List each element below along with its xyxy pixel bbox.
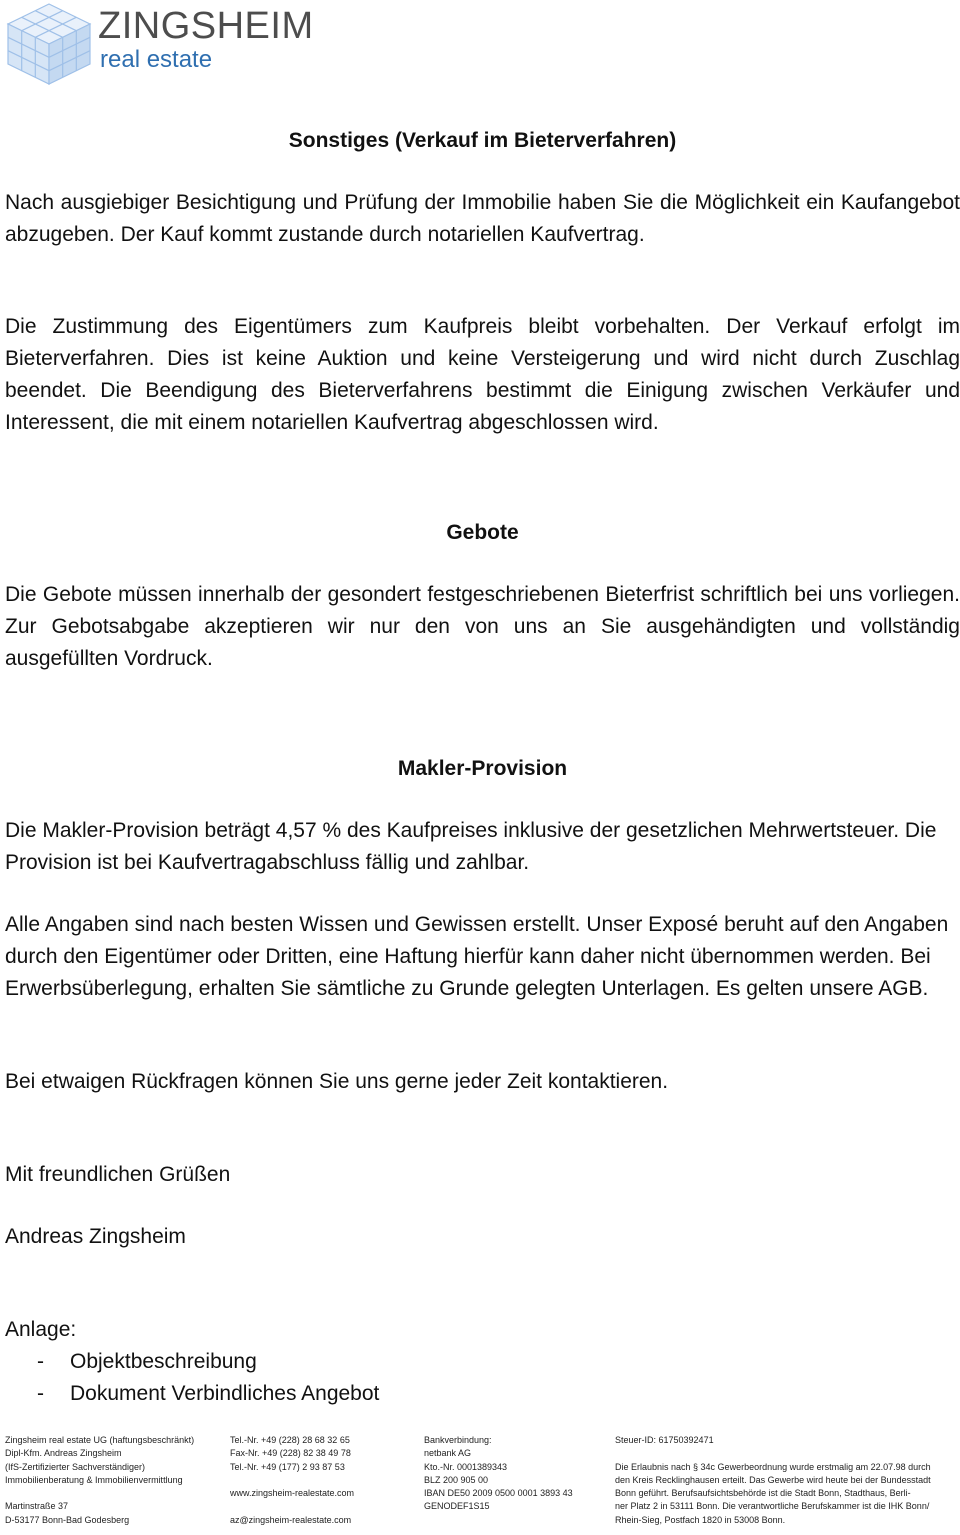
footer-line [615,1447,960,1460]
footer-contact-column [230,1434,420,1527]
attachments-label: Anlage: [5,1318,77,1341]
footer-line: Rhein-Sieg, Postfach 1820 in 53008 Bonn. [615,1514,786,1525]
footer-line: GENODEF1S15 [424,1501,490,1512]
footer-line: Immobilienberatung & Immobilienvermittlung [5,1474,183,1485]
footer-line: Dipl-Kfm. Andreas Zingsheim [5,1448,122,1459]
footer-line: Kto.-Nr. 0001389343 [424,1461,508,1472]
signature-name: Andreas Zingsheim [5,1225,186,1248]
footer-line[interactable]: az@zingsheim-realestate.com [230,1514,352,1525]
paragraph-provision: Die Makler-Provision beträgt 4,57 % des Kaufpreises inklusive der gesetzlichen Mehrwertsteuer. Die Provision ist bei Kaufvertragabschluss fällig und zahlbar. [5,819,937,874]
document-body [5,125,960,1410]
section-title-provision: Makler-Provision [397,757,568,780]
logo-company-name: ZINGSHEIM [98,5,314,47]
attachments-list [5,1346,960,1410]
footer-line: Tel.-Nr. +49 (177) 2 93 87 53 [230,1461,345,1472]
footer-line: Die Erlaubnis nach § 34c Gewerbeordnung wurde erstmalig am 22.07.98 durch [615,1461,931,1472]
footer-line: netbank AG [424,1448,472,1459]
list-item: - Dokument Verbindliches Angebot [37,1382,380,1405]
paragraph-kaufangebot: Nach ausgiebiger Besichtigung und Prüfung der Immobilie haben Sie die Möglichkeit ein Kaufangebot abzugeben. Der Kauf kommt zustande durch notariellen Kaufvertrag. [5,191,960,246]
footer-line: Steuer-ID: 61750392471 [615,1435,714,1445]
footer-line [5,1487,225,1500]
footer-line: Fax-Nr. +49 (228) 82 38 49 78 [230,1448,351,1459]
footer-company-column [5,1434,225,1527]
footer-line: ner Platz 2 in 53111 Bonn. Die verantwortliche Berufskammer ist die IHK Bonn/ [615,1501,930,1512]
footer-line: BLZ 200 905 00 [424,1474,489,1485]
paragraph-rueckfragen: Bei etwaigen Rückfragen können Sie uns gerne jeder Zeit kontaktieren. [5,1070,669,1093]
footer-line [230,1500,420,1513]
section-title-sonstiges: Sonstiges (Verkauf im Bieterverfahren) [288,129,677,152]
footer-line: Tel.-Nr. +49 (228) 28 68 32 65 [230,1435,350,1445]
paragraph-gebote: Die Gebote müssen innerhalb der gesondert festgeschriebenen Bieterfrist schriftlich bei uns vorliegen. Zur Gebotsabgabe akzeptieren wir nur den von uns an Sie ausgehändigten und vollständig ausgefüllten Vordruck. [5,583,960,670]
section-title-gebote: Gebote [446,521,519,544]
paragraph-bieterverfahren: Die Zustimmung des Eigentümers zum Kaufpreis bleibt vorbehalten. Der Verkauf erfolgt im Bieterverfahren. Dies ist keine Auktion und keine Versteigerung und wird nicht durch Zuschlag beendet. Die Beendigung des Bieterverfahrens bestimmt die Einigung zwischen Verkäufer und Interessent, die mit einem notariellen Kaufvertrag abgeschlossen wird. [5,315,960,434]
footer-line[interactable]: www.zingsheim-realestate.com [230,1488,355,1499]
footer-line: D-53177 Bonn-Bad Godesberg [5,1514,130,1525]
footer-line: Zingsheim real estate UG (haftungsbeschränkt) [5,1435,195,1445]
company-logo [4,2,344,86]
closing-greeting: Mit freundlichen Grüßen [5,1163,231,1186]
footer-line: Martinstraße 37 [5,1501,69,1512]
footer-line: den Kreis Recklinghausen erteilt. Das Gewerbe wird heute bei der Bundesstadt [615,1474,931,1485]
footer-line: (IfS-Zertifizierter Sachverständiger) [5,1461,146,1472]
footer-line: Bankverbindung: [424,1435,492,1445]
cube-logo-icon [4,2,94,86]
footer-line [230,1474,420,1487]
footer-bank-column [424,1434,614,1514]
footer-line: Bonn geführt. Berufsaufsichtsbehörde ist die Stadt Bonn, Stadthaus, Berli- [615,1488,911,1499]
footer-line: IBAN DE50 2009 0500 0001 3893 43 [424,1488,573,1499]
list-item: - Objektbeschreibung [37,1350,257,1373]
letterhead-footer [5,1434,960,1534]
footer-legal-column [615,1434,960,1527]
paragraph-haftung: Alle Angaben sind nach besten Wissen und Gewissen erstellt. Unser Exposé beruht auf den Angaben durch den Eigentümer oder Dritten, eine Haftung hierfür kann daher nicht übernommen werden. Bei Erwerbsüberlegung, erhalten Sie sämtliche zu Grunde gelegten Unterlagen. Es gelten unsere AGB. [5,913,949,1000]
logo-company-subtitle: real estate [100,46,213,73]
